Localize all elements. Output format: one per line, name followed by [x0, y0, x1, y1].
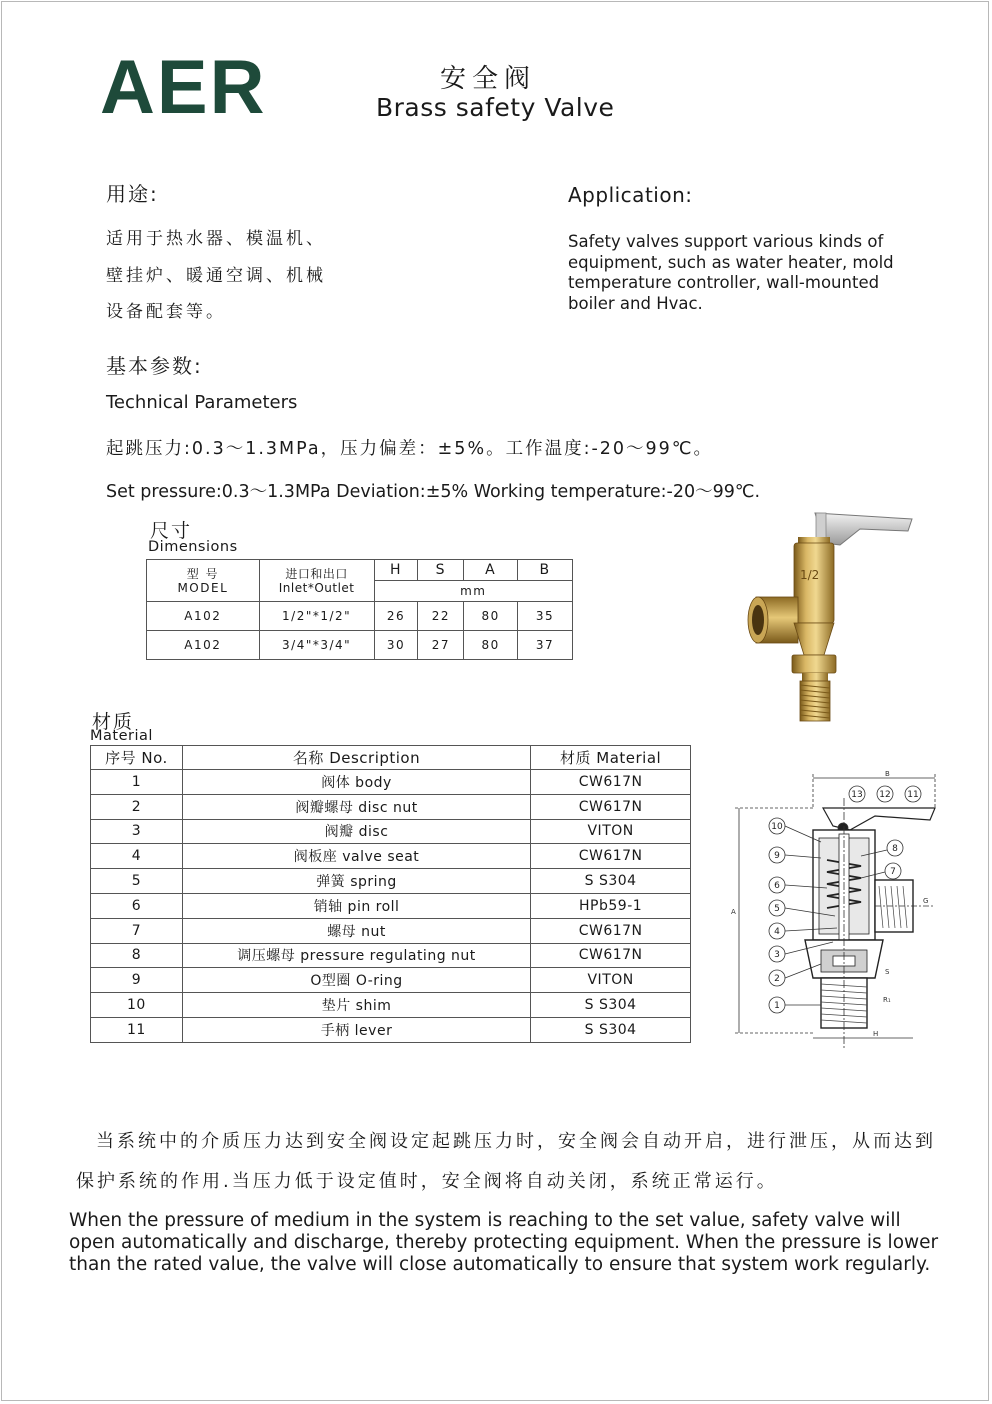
cell-mat: CW617N — [531, 770, 691, 795]
cell-no: 8 — [91, 943, 183, 968]
unit-mm: mm — [374, 581, 572, 602]
note-cn-line-2: 保护系统的作用.当压力低于设定值时，安全阀将自动关闭，系统正常运行。 — [76, 1171, 778, 1192]
dimensions-heading-en: Dimensions — [148, 539, 238, 555]
col-description: 名称 Description — [182, 746, 530, 770]
cell-model: A102 — [147, 631, 260, 660]
cell-desc: 阀瓣 disc — [182, 819, 530, 844]
dimensions-heading-cn: 尺寸 — [150, 520, 193, 542]
valve-body — [794, 543, 834, 623]
material-table — [90, 745, 691, 1043]
cell-h: 30 — [374, 631, 418, 660]
dim-h-label: H — [873, 1030, 879, 1038]
title-chinese: 安全阀 — [440, 64, 537, 94]
svg-text:1: 1 — [774, 1001, 780, 1011]
brand-logo: AER — [100, 45, 267, 130]
cell-mat: CW617N — [531, 794, 691, 819]
col-b: B — [518, 560, 573, 581]
cell-no: 9 — [91, 968, 183, 993]
col-h: H — [374, 560, 418, 581]
cell-mat: S S304 — [531, 1017, 691, 1042]
params-line-en: Set pressure:0.3～1.3MPa Deviation:±5% Working temperature:-20～99℃. — [106, 482, 761, 502]
params-heading-en: Technical Parameters — [106, 392, 298, 413]
cell-no: 6 — [91, 893, 183, 918]
params-line-cn: 起跳压力:0.3～1.3MPa，压力偏差：±5%。工作温度:-20～99℃。 — [106, 439, 713, 459]
cell-desc: 阀板座 valve seat — [182, 844, 530, 869]
svg-text:7: 7 — [890, 867, 896, 877]
cell-no: 3 — [91, 819, 183, 844]
application-text: Safety valves support various kinds of equipment, such as water heater, mold temperature controller, wall-mounted boiler and Hvac. — [568, 232, 894, 313]
cell-no: 2 — [91, 794, 183, 819]
col-io-cn: 进口和出口 — [285, 566, 348, 581]
cell-mat: S S304 — [531, 993, 691, 1018]
cell-a: 80 — [464, 631, 518, 660]
callout-13 — [849, 786, 865, 802]
cell-mat: S S304 — [531, 869, 691, 894]
cell-model: A102 — [147, 602, 260, 631]
svg-text:9: 9 — [774, 851, 780, 861]
cell-io: 1/2"*1/2" — [259, 602, 374, 631]
cell-s: 27 — [418, 631, 464, 660]
callout-12 — [877, 786, 893, 802]
usage-line-1: 适用于热水器、模温机、 — [106, 229, 326, 249]
col-model-cn: 型 号 — [186, 566, 220, 581]
svg-text:11: 11 — [907, 790, 919, 800]
svg-text:3: 3 — [774, 950, 780, 960]
dim-b-label: B — [885, 770, 890, 778]
valve-photo — [740, 505, 925, 730]
dim-s-label: S — [885, 968, 890, 976]
usage-line-3: 设备配套等。 — [106, 302, 226, 322]
cell-no: 11 — [91, 1017, 183, 1042]
cell-no: 7 — [91, 918, 183, 943]
cell-h: 26 — [374, 602, 418, 631]
svg-text:5: 5 — [774, 904, 780, 914]
callout-11 — [905, 786, 921, 802]
usage-heading: 用途: — [106, 182, 159, 206]
dimensions-table — [146, 559, 573, 660]
usage-line-2: 壁挂炉、暖通空调、机械 — [106, 266, 326, 286]
col-io-en: Inlet*Outlet — [278, 580, 355, 595]
cell-mat: CW617N — [531, 943, 691, 968]
table-row — [91, 993, 691, 1018]
note-cn-line-1: 当系统中的介质压力达到安全阀设定起跳压力时，安全阀会自动开启，进行泄压，从而达到 — [96, 1131, 936, 1152]
dim-g-label: G — [923, 897, 929, 905]
col-inlet-outlet — [259, 560, 374, 602]
cell-desc: 销轴 pin roll — [182, 893, 530, 918]
valve-section-diagram — [725, 768, 940, 1058]
col-a: A — [464, 560, 518, 581]
cell-desc: 调压螺母 pressure regulating nut — [182, 943, 530, 968]
svg-text:2: 2 — [774, 974, 780, 984]
table-row — [91, 893, 691, 918]
cell-desc: 手柄 lever — [182, 1017, 530, 1042]
cell-a: 80 — [464, 602, 518, 631]
material-heading-en: Material — [90, 728, 153, 744]
note-en: When the pressure of medium in the system is reaching to the set value, safety valve will open automatically and discharge, thereby protecting equipment. When the pressure is lower than the rated value, the valve will close automatically to ensure that system work regularly. — [69, 1210, 939, 1275]
cell-mat: VITON — [531, 968, 691, 993]
cell-mat: CW617N — [531, 844, 691, 869]
svg-text:10: 10 — [771, 822, 783, 832]
cell-desc: 弹簧 spring — [182, 869, 530, 894]
cell-mat: VITON — [531, 819, 691, 844]
table-row — [91, 770, 691, 795]
col-s: S — [418, 560, 464, 581]
table-row — [91, 1017, 691, 1042]
svg-text:8: 8 — [892, 844, 898, 854]
cell-no: 1 — [91, 770, 183, 795]
params-heading-cn: 基本参数: — [106, 354, 203, 378]
table-row — [147, 602, 573, 631]
valve-marking: 1/2 — [800, 568, 820, 582]
col-material: 材质 Material — [531, 746, 691, 770]
title-english: Brass safety Valve — [376, 93, 615, 122]
table-row — [147, 631, 573, 660]
table-row — [91, 943, 691, 968]
cell-s: 22 — [418, 602, 464, 631]
dim-r-label: R₁ — [883, 996, 891, 1004]
cell-desc: 垫片 shim — [182, 993, 530, 1018]
table-row — [91, 794, 691, 819]
table-row — [91, 918, 691, 943]
cell-no: 4 — [91, 844, 183, 869]
table-row — [91, 869, 691, 894]
material-heading-cn: 材质 — [92, 711, 135, 733]
table-row — [91, 844, 691, 869]
cell-io: 3/4"*3/4" — [259, 631, 374, 660]
dim-a-label: A — [731, 908, 736, 916]
col-no: 序号 No. — [91, 746, 183, 770]
svg-text:6: 6 — [774, 881, 780, 891]
cell-mat: HPb59-1 — [531, 893, 691, 918]
cell-mat: CW617N — [531, 918, 691, 943]
cell-no: 5 — [91, 869, 183, 894]
svg-text:12: 12 — [879, 790, 891, 800]
cell-desc: 阀瓣螺母 disc nut — [182, 794, 530, 819]
cell-no: 10 — [91, 993, 183, 1018]
table-row — [91, 968, 691, 993]
svg-text:13: 13 — [851, 790, 863, 800]
callout-1 — [769, 997, 821, 1013]
table-row — [91, 819, 691, 844]
cell-desc: 阀体 body — [182, 770, 530, 795]
cell-b: 37 — [518, 631, 573, 660]
svg-text:4: 4 — [774, 927, 780, 937]
cell-b: 35 — [518, 602, 573, 631]
cell-desc: 螺母 nut — [182, 918, 530, 943]
application-heading: Application: — [568, 183, 693, 207]
cell-desc: O型圈 O-ring — [182, 968, 530, 993]
col-model — [147, 560, 260, 602]
col-model-en: MODEL — [177, 580, 229, 595]
